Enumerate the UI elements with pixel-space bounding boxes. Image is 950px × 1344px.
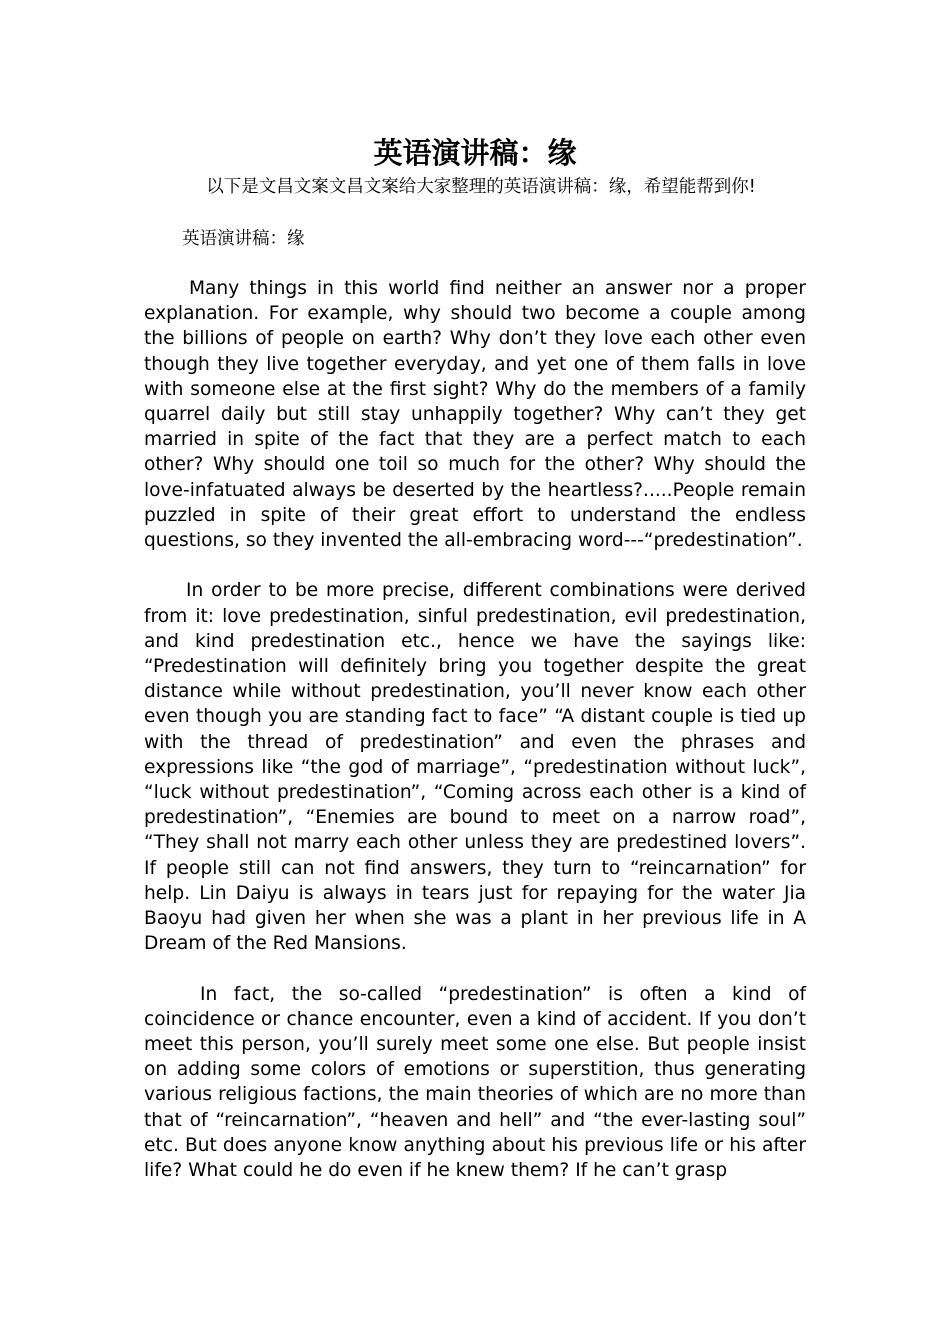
document-title: 英语演讲稿：缘 bbox=[373, 136, 577, 170]
paragraph-1: Many things in this world find neither an answer nor a proper explanation. For example, why should two become a couple among the billions of people on earth? Why don’t they love each other even though they live together everyday, and yet one of them falls in love with someone else at the first sight? Why do the members of a family quarrel daily but still stay unhappily together? Why can’t they get married in spite of the fact that they are a perfect match to each other? Why should one toil so much for the other? Why should the love-infatuated always be deserted by the heartless?.....People remain puzzled in spite of their great effort to understand the endless questions, so they invented the all-embracing word---“predestination”. bbox=[144, 278, 806, 552]
intro-text: 以下是文昌文案文昌文案给大家整理的英语演讲稿：缘，希望能帮到你! bbox=[206, 177, 756, 197]
paragraph-3: In fact, the so-called “predestination” is often a kind of coincidence or chance encounter, even a kind of accident. If you don’t meet this person, you’ll surely meet some one else. But people insist on adding some colors of emotions or superstition, thus generating various religious factions, the main theories of which are no more than that of “reincarnation”, “heaven and hell” and “the ever-lasting soul” etc. But does anyone know anything about his previous life or his after life? What could he do even if he knew them? If he can’t grasp bbox=[144, 983, 806, 1182]
paragraph-2: In order to be more precise, different combinations were derived from it: love predestination, sinful predestination, evil predestination, and kind predestination etc., hence we have the sayings like: “Predestination will definitely bring you together despite the great distance while without predestination, you’ll never know each other even though you are standing fact to face” “A distant couple is tied up with the thread of predestination” and even the phrases and expressions like “the god of marriage”, “predestination without luck”, “luck without predestination”, “Coming across each other is a kind of predestination”, “Enemies are bound to meet on a narrow road”, “They shall not marry each other unless they are predestined lovers”. If people still can not find answers, they turn to “reincarnation” for help. Lin Daiyu is always in tears just for repaying for the water Jia Baoyu had given her when she was a plant in her previous life in A Dream of the Red Mansions. bbox=[144, 580, 806, 955]
section-subheading: 英语演讲稿：缘 bbox=[182, 229, 305, 249]
speech-body bbox=[144, 276, 806, 1208]
